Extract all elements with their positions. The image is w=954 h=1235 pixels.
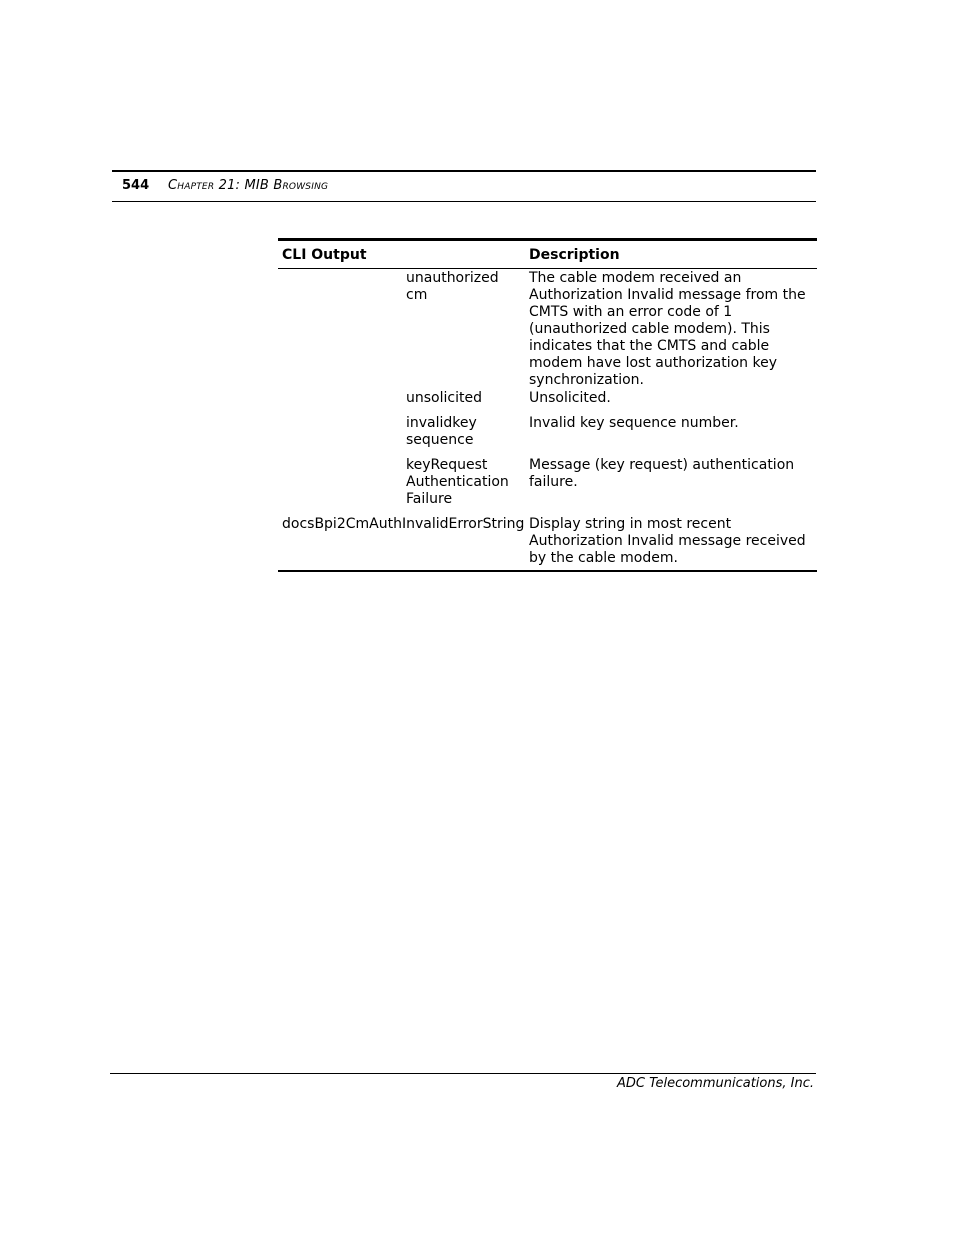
chapter-title: Chapter 21: MIB Browsing bbox=[168, 178, 329, 193]
table-row bbox=[278, 415, 817, 457]
column-header-description: Description bbox=[529, 246, 620, 263]
description-cell: The cable modem received an Authorization Invalid message from the CMTS with an error code of 1 (unauthorized cable modem). This indicates that the CMTS and cable modem have lost authorization key synchronization. bbox=[529, 270, 806, 388]
column-header-cli-output: CLI Output bbox=[282, 246, 367, 263]
footer-rule bbox=[110, 1073, 816, 1074]
description-cell: Display string in most recent Authorization Invalid message received by the cable modem. bbox=[529, 516, 806, 566]
table-bottom-rule bbox=[278, 570, 817, 572]
page-number: 544 bbox=[122, 178, 150, 193]
table-row bbox=[278, 457, 817, 516]
footer-company: ADC Telecommunications, Inc. bbox=[617, 1076, 814, 1091]
table-header-row bbox=[278, 241, 817, 268]
cli-output-table bbox=[278, 238, 817, 572]
header-rule-bottom bbox=[112, 201, 816, 202]
cli-output-cell: unsolicited bbox=[406, 390, 482, 406]
description-cell: Message (key request) authentication failure. bbox=[529, 457, 795, 490]
description-cell: Unsolicited. bbox=[529, 390, 611, 406]
cli-output-cell: unauthorized cm bbox=[406, 270, 499, 303]
table-body bbox=[278, 269, 817, 570]
header-rule-top bbox=[112, 170, 816, 172]
table-row bbox=[278, 516, 817, 570]
table-row bbox=[278, 390, 817, 415]
table-row bbox=[278, 269, 817, 390]
cli-output-cell: keyRequest Authentication Failure bbox=[406, 457, 509, 507]
cli-output-cell: docsBpi2CmAuthInvalidErrorString bbox=[282, 516, 525, 532]
cli-output-cell: invalidkey sequence bbox=[406, 415, 477, 448]
description-cell: Invalid key sequence number. bbox=[529, 415, 739, 431]
